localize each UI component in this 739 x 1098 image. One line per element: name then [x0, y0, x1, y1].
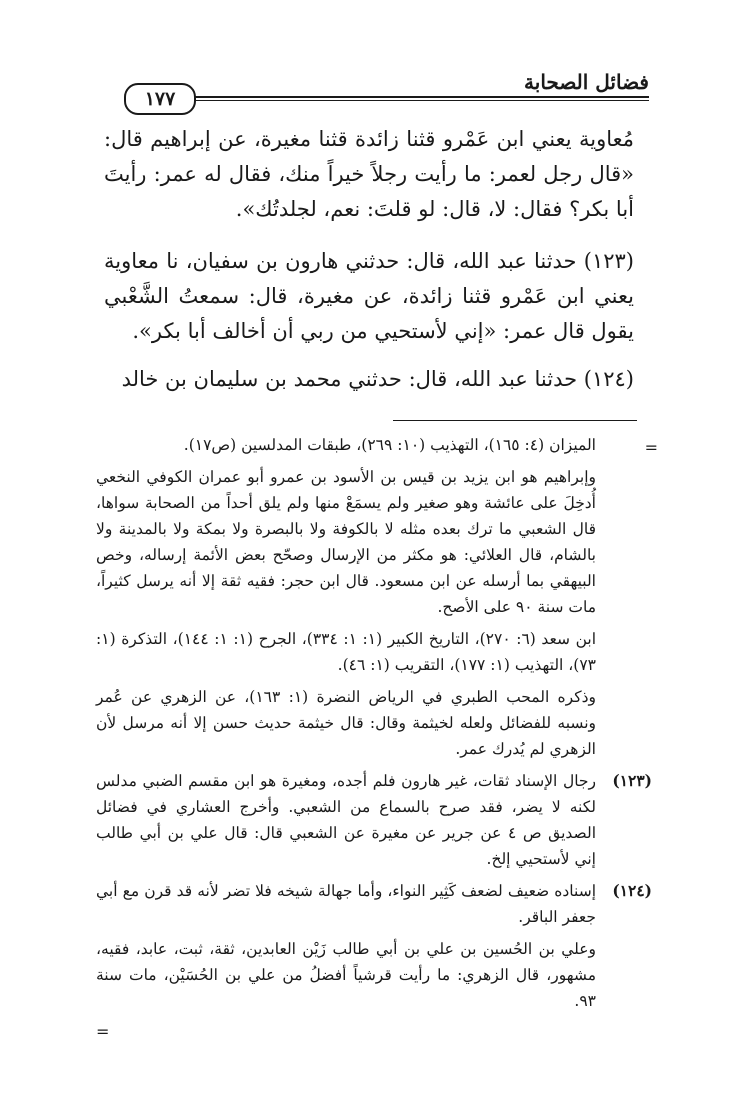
- footnote-ali: [96, 936, 652, 1014]
- main-paragraph-2: (١٢٣) حدثنا عبد الله، قال: حدثني هارون بن سفيان، نا معاوية يعني ابن عَمْرو قثنا زائدة، عن مغيرة، قال: سمعتُ الشَّعْبي يقول قال عمر: «إني لأستحيي من ربي أن أخالف أبا بكر».: [104, 249, 634, 343]
- footnote-124: [96, 878, 652, 930]
- footnote-ali-text: وعلي بن الحُسين بن علي بن أبي طالب زَيْن العابدين، ثقة، ثبت، عابد، فقيه، مشهور، قال الزهري: ما رأيت قرشياً أفضلُ من علي بن الحُسَيْن، مات سنة ٩٣.: [96, 940, 596, 1010]
- footnote-references: [96, 626, 652, 678]
- continued-mark: =: [644, 438, 658, 457]
- continues-mark: =: [96, 1022, 110, 1041]
- footnote-tabari-text: وذكره المحب الطبري في الرياض النضرة (١: ١٦٣)، عن الزهري عن عُمر ونسبه للفضائل ولعله لخيثمة وقال: قال خيثمة حديث حسن إلا أنه مرسل لأن الزهري لم يُدرك عمر.: [96, 688, 596, 758]
- footnote-references-text: ابن سعد (٦: ٢٧٠)، التاريخ الكبير (١: ١: ٣٣٤)، الجرح (١: ١: ١٤٤)، التذكرة (١: ٧٣)، التهذيب (١: ١٧٧)، التقريب (١: ٤٦).: [96, 630, 597, 674]
- footnote-ibrahim: [96, 464, 652, 620]
- header-rule-thin: [172, 100, 649, 101]
- footnote-124-text: إسناده ضعيف لضعف كَثِير النواء، وأما جهالة شيخه فلا تضر لأنه قد قرن مع أبي جعفر الباقر.: [96, 882, 596, 926]
- footnote-ibrahim-text: وإبراهيم هو ابن يزيد بن قيس بن الأسود بن عمرو أبو عمران الكوفي النخعي أُدخِلَ على عائشة وهو صغير ولم يسمَعْ منها ولم يلق أحداً من الصحابة سواها، قال الشعبي ما ترك بعده مثله لا بالكوفة ولا بالبصرة ولا بمكة ولا بالمدينة ولا بالشام، قال العلائي: هو مكثر من الإرسال وصحّح بعض الأئمة إرساله، وخص البيهقي بما أرسله عن ابن مسعود. قال ابن حجر: فقيه ثقة إلا أنه يرسل كثيراً، مات سنة ٩٠ على الأصح.: [96, 468, 596, 616]
- page-header: [102, 70, 649, 110]
- main-paragraph-3: (١٢٤) حدثنا عبد الله، قال: حدثني محمد بن سليمان بن خالد: [121, 367, 634, 391]
- page-number-badge: ١٧٧: [124, 83, 196, 115]
- footnote-123-number: (١٢٣): [612, 771, 652, 790]
- footnote-124-number: (١٢٤): [612, 881, 652, 900]
- header-rule: [172, 96, 649, 98]
- running-title: فضائل الصحابة: [524, 70, 649, 94]
- footnote-tabari: [96, 684, 652, 762]
- footnote-123: [96, 768, 652, 872]
- footnote-123-text: رجال الإسناد ثقات، غير هارون فلم أجده، ومغيرة هو ابن مقسم الضبي مدلس لكنه لا يضر، فقد صرح بالسماع من الشعبي. وأخرج العشاري في فضائل الصديق ص ٤ عن جرير عن مغيرة عن الشعبي قال: قال علي بن أبي طالب إني لأستحيي إلخ.: [96, 772, 596, 868]
- footnote-separator: [393, 420, 637, 421]
- main-paragraph-1: مُعاوية يعني ابن عَمْرو قثنا زائدة قثنا مغيرة، عن إبراهيم قال: «قال رجل لعمر: ما رأيت رجلاً خيراً منك، فقال له عمر: رأيتَ أبا بكر؟ فقال: لا، قال: لو قلتَ: نعم، لجلدتُك».: [104, 127, 634, 221]
- footnote-sources-text: الميزان (٤: ١٦٥)، التهذيب (١٠: ٢٦٩)، طبقات المدلسين (ص١٧).: [183, 436, 596, 454]
- footnotes: [96, 432, 652, 1020]
- footnote-sources: [96, 432, 652, 458]
